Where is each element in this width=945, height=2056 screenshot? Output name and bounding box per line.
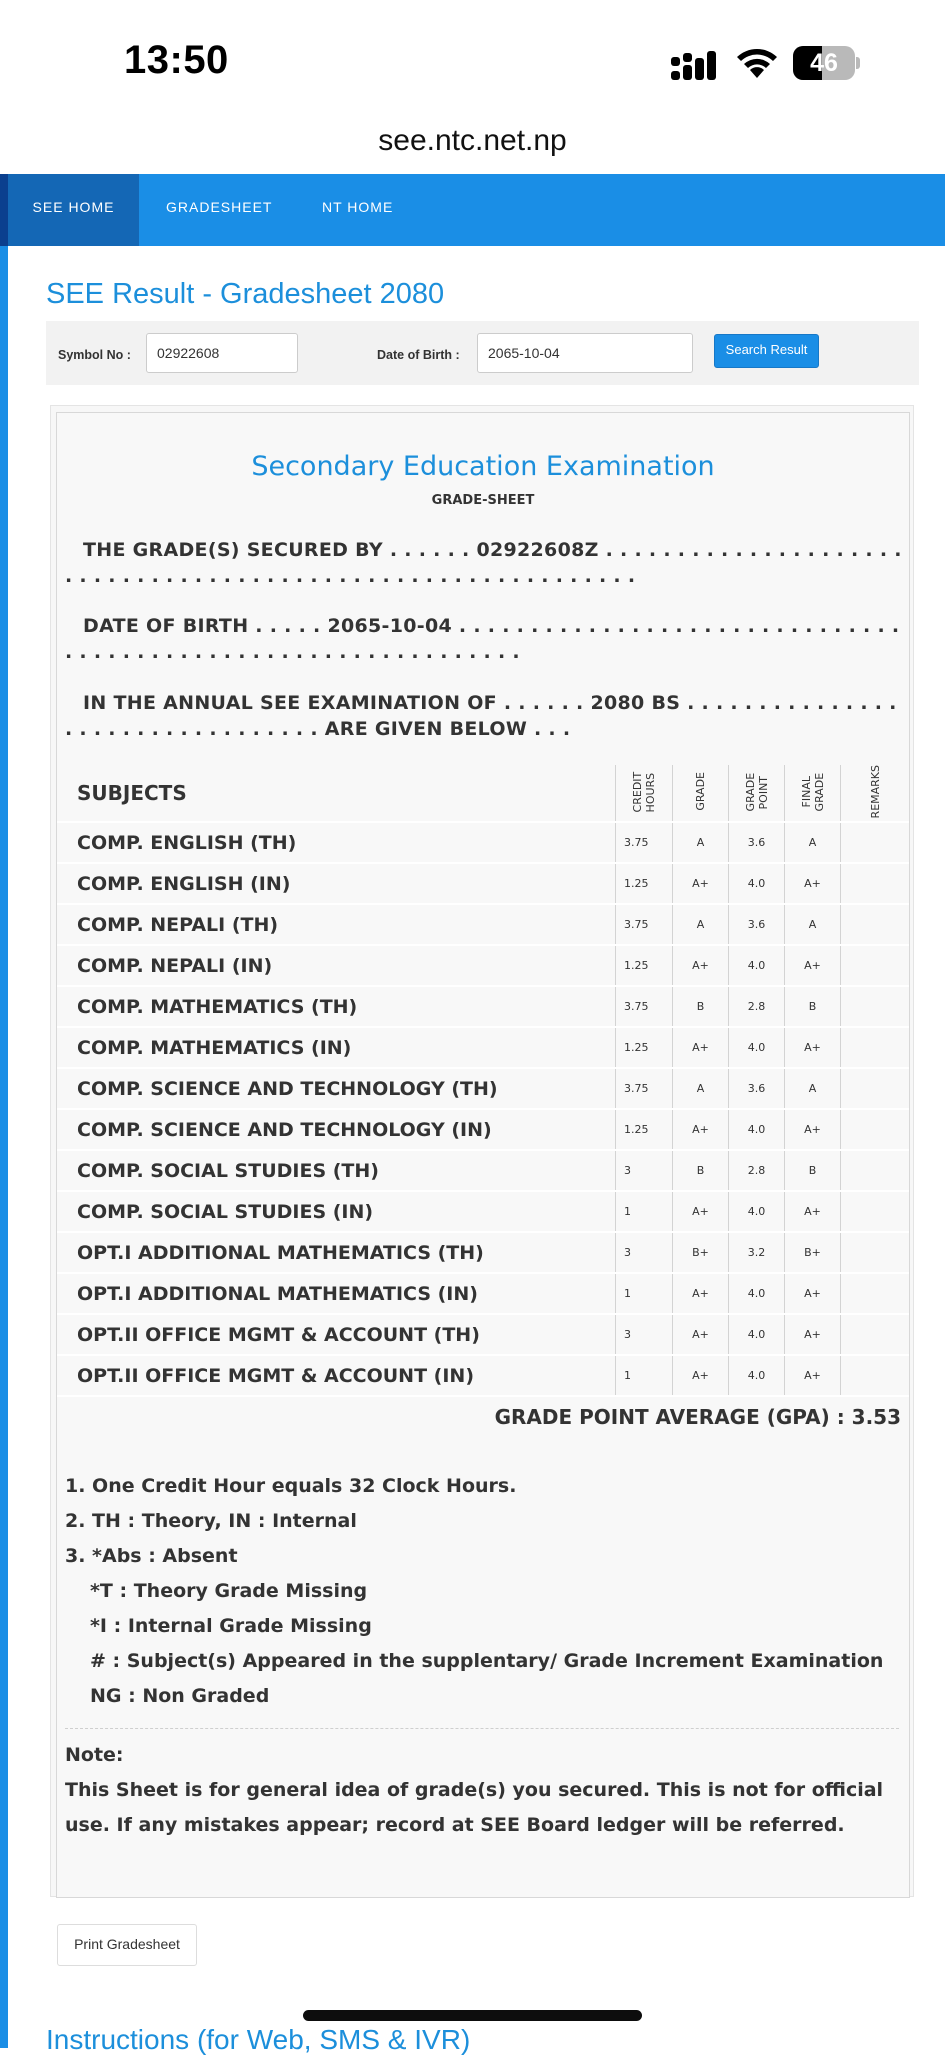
credit-hours-cell: 1.25 bbox=[616, 1027, 673, 1068]
subject-cell: COMP. SOCIAL STUDIES (IN) bbox=[57, 1191, 616, 1232]
nav-see-home[interactable]: SEE HOME bbox=[8, 174, 139, 246]
credit-hours-cell: 1.25 bbox=[616, 1109, 673, 1150]
subject-cell: COMP. NEPALI (TH) bbox=[57, 904, 616, 945]
credit-hours-cell: 1 bbox=[616, 1191, 673, 1232]
remarks-cell bbox=[841, 1273, 910, 1314]
final-grade-cell: A+ bbox=[785, 1273, 841, 1314]
note-block bbox=[65, 1738, 901, 1843]
header-final-grade: FINAL GRADE bbox=[799, 772, 826, 812]
battery-icon bbox=[793, 46, 859, 80]
final-grade-cell: A+ bbox=[785, 1191, 841, 1232]
address-bar-url[interactable]: see.ntc.net.np bbox=[378, 124, 567, 157]
secured-by-line: THE GRADE(S) SECURED BY . . . . . . 02922608Z . . . . . . . . . . . . . . . . . . . . . . . . . . . . . . . . . . . . . . . . . . . . . . . . . . . . . . . . . . . . . bbox=[65, 539, 902, 587]
nav-nt-home[interactable]: NT HOME bbox=[322, 199, 394, 215]
final-grade-cell: B+ bbox=[785, 1232, 841, 1273]
grade-cell: A+ bbox=[673, 1355, 729, 1396]
remarks-cell bbox=[841, 904, 910, 945]
legend bbox=[65, 1469, 883, 1714]
dob-input[interactable]: 2065-10-04 bbox=[477, 333, 693, 373]
grade-point-cell: 3.6 bbox=[729, 904, 785, 945]
header-credit-hours: CREDIT HOURS bbox=[631, 771, 657, 813]
grade-point-cell: 4.0 bbox=[729, 945, 785, 986]
grade-cell: A+ bbox=[673, 1314, 729, 1355]
grade-cell: B+ bbox=[673, 1232, 729, 1273]
subject-cell: COMP. ENGLISH (IN) bbox=[57, 863, 616, 904]
subject-cell: COMP. MATHEMATICS (TH) bbox=[57, 986, 616, 1027]
instructions-heading[interactable]: Instructions (for Web, SMS & IVR) bbox=[46, 2024, 471, 2055]
grade-point-cell: 4.0 bbox=[729, 863, 785, 904]
remarks-cell bbox=[841, 1027, 910, 1068]
final-grade-cell: A+ bbox=[785, 1355, 841, 1396]
dob-label: Date of Birth : bbox=[377, 348, 460, 362]
final-grade-cell: A+ bbox=[785, 945, 841, 986]
exam-line: IN THE ANNUAL SEE EXAMINATION OF . . . . . . 2080 BS . . . . . . . . . . . . . . . . . . . . . . . . . . . . . . . . . ARE GIVEN BELOW . . . bbox=[65, 692, 897, 740]
final-grade-cell: A+ bbox=[785, 1027, 841, 1068]
table-row bbox=[57, 1314, 909, 1355]
note-text: This Sheet is for general idea of grade(s) you secured. This is not for official use. If any mistakes appear; record at SEE Board ledger will be referred. bbox=[65, 1779, 884, 1836]
final-grade-cell: A bbox=[785, 1068, 841, 1109]
divider bbox=[65, 1728, 899, 1729]
table-row bbox=[57, 822, 909, 863]
grade-cell: A+ bbox=[673, 863, 729, 904]
table-row bbox=[57, 863, 909, 904]
table-header-row bbox=[57, 765, 909, 822]
grade-point-cell: 3.2 bbox=[729, 1232, 785, 1273]
grades-table bbox=[57, 765, 909, 1397]
grade-point-cell: 3.6 bbox=[729, 822, 785, 863]
subject-cell: OPT.II OFFICE MGMT & ACCOUNT (IN) bbox=[57, 1355, 616, 1396]
grade-point-cell: 4.0 bbox=[729, 1355, 785, 1396]
grade-cell: A bbox=[673, 904, 729, 945]
table-row bbox=[57, 1273, 909, 1314]
final-grade-cell: A bbox=[785, 904, 841, 945]
credit-hours-cell: 3 bbox=[616, 1150, 673, 1191]
credit-hours-cell: 3.75 bbox=[616, 904, 673, 945]
final-grade-cell: A+ bbox=[785, 1314, 841, 1355]
grade-point-cell: 3.6 bbox=[729, 1068, 785, 1109]
grade-cell: A+ bbox=[673, 1109, 729, 1150]
legend-item: 1. One Credit Hour equals 32 Clock Hours. bbox=[65, 1475, 517, 1497]
status-bar bbox=[0, 0, 945, 157]
grade-cell: A+ bbox=[673, 1191, 729, 1232]
table-row bbox=[57, 1355, 909, 1396]
header-remarks: REMARKS bbox=[868, 765, 882, 819]
search-result-button[interactable]: Search Result bbox=[714, 334, 819, 368]
grade-cell: A+ bbox=[673, 1273, 729, 1314]
table-row bbox=[57, 1232, 909, 1273]
battery-level: 46 bbox=[810, 49, 838, 77]
legend-item: 3. *Abs : Absent bbox=[65, 1545, 238, 1567]
top-nav bbox=[0, 174, 945, 246]
remarks-cell bbox=[841, 945, 910, 986]
subject-cell: COMP. MATHEMATICS (IN) bbox=[57, 1027, 616, 1068]
table-row bbox=[57, 945, 909, 986]
grade-point-cell: 4.0 bbox=[729, 1314, 785, 1355]
credit-hours-cell: 1 bbox=[616, 1273, 673, 1314]
header-grade-point: GRADE POINT bbox=[743, 772, 770, 812]
subject-cell: OPT.II OFFICE MGMT & ACCOUNT (TH) bbox=[57, 1314, 616, 1355]
grade-point-cell: 2.8 bbox=[729, 986, 785, 1027]
sheet-title: Secondary Education Examination bbox=[251, 451, 715, 482]
remarks-cell bbox=[841, 1109, 910, 1150]
credit-hours-cell: 3 bbox=[616, 1314, 673, 1355]
grade-point-cell: 4.0 bbox=[729, 1109, 785, 1150]
subject-cell: COMP. SCIENCE AND TECHNOLOGY (IN) bbox=[57, 1109, 616, 1150]
subject-cell: COMP. ENGLISH (TH) bbox=[57, 822, 616, 863]
remarks-cell bbox=[841, 863, 910, 904]
subject-cell: COMP. NEPALI (IN) bbox=[57, 945, 616, 986]
symbol-label: Symbol No : bbox=[58, 348, 131, 362]
credit-hours-cell: 3.75 bbox=[616, 1068, 673, 1109]
legend-item: *I : Internal Grade Missing bbox=[90, 1615, 372, 1637]
final-grade-cell: B bbox=[785, 1150, 841, 1191]
symbol-input[interactable]: 02922608 bbox=[146, 333, 298, 373]
note-label: Note: bbox=[65, 1744, 124, 1766]
subject-cell: OPT.I ADDITIONAL MATHEMATICS (TH) bbox=[57, 1232, 616, 1273]
header-subjects: SUBJECTS bbox=[57, 765, 616, 822]
subject-cell: COMP. SOCIAL STUDIES (TH) bbox=[57, 1150, 616, 1191]
page-title: SEE Result - Gradesheet 2080 bbox=[46, 278, 445, 310]
home-indicator bbox=[303, 2010, 642, 2021]
sheet-subtitle: GRADE-SHEET bbox=[431, 493, 535, 508]
remarks-cell bbox=[841, 822, 910, 863]
credit-hours-cell: 3.75 bbox=[616, 822, 673, 863]
remarks-cell bbox=[841, 1355, 910, 1396]
table-row bbox=[57, 904, 909, 945]
remarks-cell bbox=[841, 1150, 910, 1191]
remarks-cell bbox=[841, 1232, 910, 1273]
grade-cell: B bbox=[673, 986, 729, 1027]
remarks-cell bbox=[841, 1314, 910, 1355]
table-row bbox=[57, 1027, 909, 1068]
search-form bbox=[46, 321, 919, 385]
gpa-value: GRADE POINT AVERAGE (GPA) : 3.53 bbox=[494, 1405, 901, 1429]
grade-point-cell: 4.0 bbox=[729, 1191, 785, 1232]
legend-item: # : Subject(s) Appeared in the supplentary/ Grade Increment Examination bbox=[90, 1650, 884, 1672]
final-grade-cell: A bbox=[785, 822, 841, 863]
grade-cell: A+ bbox=[673, 1027, 729, 1068]
table-row bbox=[57, 1150, 909, 1191]
grade-point-cell: 4.0 bbox=[729, 1027, 785, 1068]
subject-cell: OPT.I ADDITIONAL MATHEMATICS (IN) bbox=[57, 1273, 616, 1314]
table-row bbox=[57, 1109, 909, 1150]
header-grade: GRADE bbox=[694, 772, 707, 812]
legend-item: 2. TH : Theory, IN : Internal bbox=[65, 1510, 357, 1532]
legend-item: *T : Theory Grade Missing bbox=[90, 1580, 368, 1602]
subject-cell: COMP. SCIENCE AND TECHNOLOGY (TH) bbox=[57, 1068, 616, 1109]
credit-hours-cell: 3 bbox=[616, 1232, 673, 1273]
final-grade-cell: A+ bbox=[785, 863, 841, 904]
cellular-signal-icon bbox=[668, 49, 718, 81]
credit-hours-cell: 1 bbox=[616, 1355, 673, 1396]
table-row bbox=[57, 1191, 909, 1232]
table-row bbox=[57, 986, 909, 1027]
print-gradesheet-button[interactable]: Print Gradesheet bbox=[57, 1924, 197, 1966]
dob-line: DATE OF BIRTH . . . . . 2065-10-04 . . . . . . . . . . . . . . . . . . . . . . . . . . . . . . . . . . . . . . . . . . . . . . . . . . . . . . . . . . . . . . . bbox=[65, 615, 900, 663]
credit-hours-cell: 1.25 bbox=[616, 945, 673, 986]
remarks-cell bbox=[841, 986, 910, 1027]
grade-cell: B bbox=[673, 1150, 729, 1191]
remarks-cell bbox=[841, 1068, 910, 1109]
grade-cell: A+ bbox=[673, 945, 729, 986]
status-time: 13:50 bbox=[124, 38, 229, 82]
grade-point-cell: 4.0 bbox=[729, 1273, 785, 1314]
wifi-icon bbox=[735, 47, 779, 81]
left-accent-strip bbox=[0, 246, 8, 2048]
final-grade-cell: A+ bbox=[785, 1109, 841, 1150]
table-row bbox=[57, 1068, 909, 1109]
legend-item: NG : Non Graded bbox=[90, 1685, 270, 1707]
credit-hours-cell: 1.25 bbox=[616, 863, 673, 904]
credit-hours-cell: 3.75 bbox=[616, 986, 673, 1027]
final-grade-cell: B bbox=[785, 986, 841, 1027]
grade-cell: A bbox=[673, 1068, 729, 1109]
nav-gradesheet[interactable]: GRADESHEET bbox=[166, 199, 273, 215]
gradesheet bbox=[56, 412, 910, 1898]
grade-cell: A bbox=[673, 822, 729, 863]
remarks-cell bbox=[841, 1191, 910, 1232]
grade-point-cell: 2.8 bbox=[729, 1150, 785, 1191]
